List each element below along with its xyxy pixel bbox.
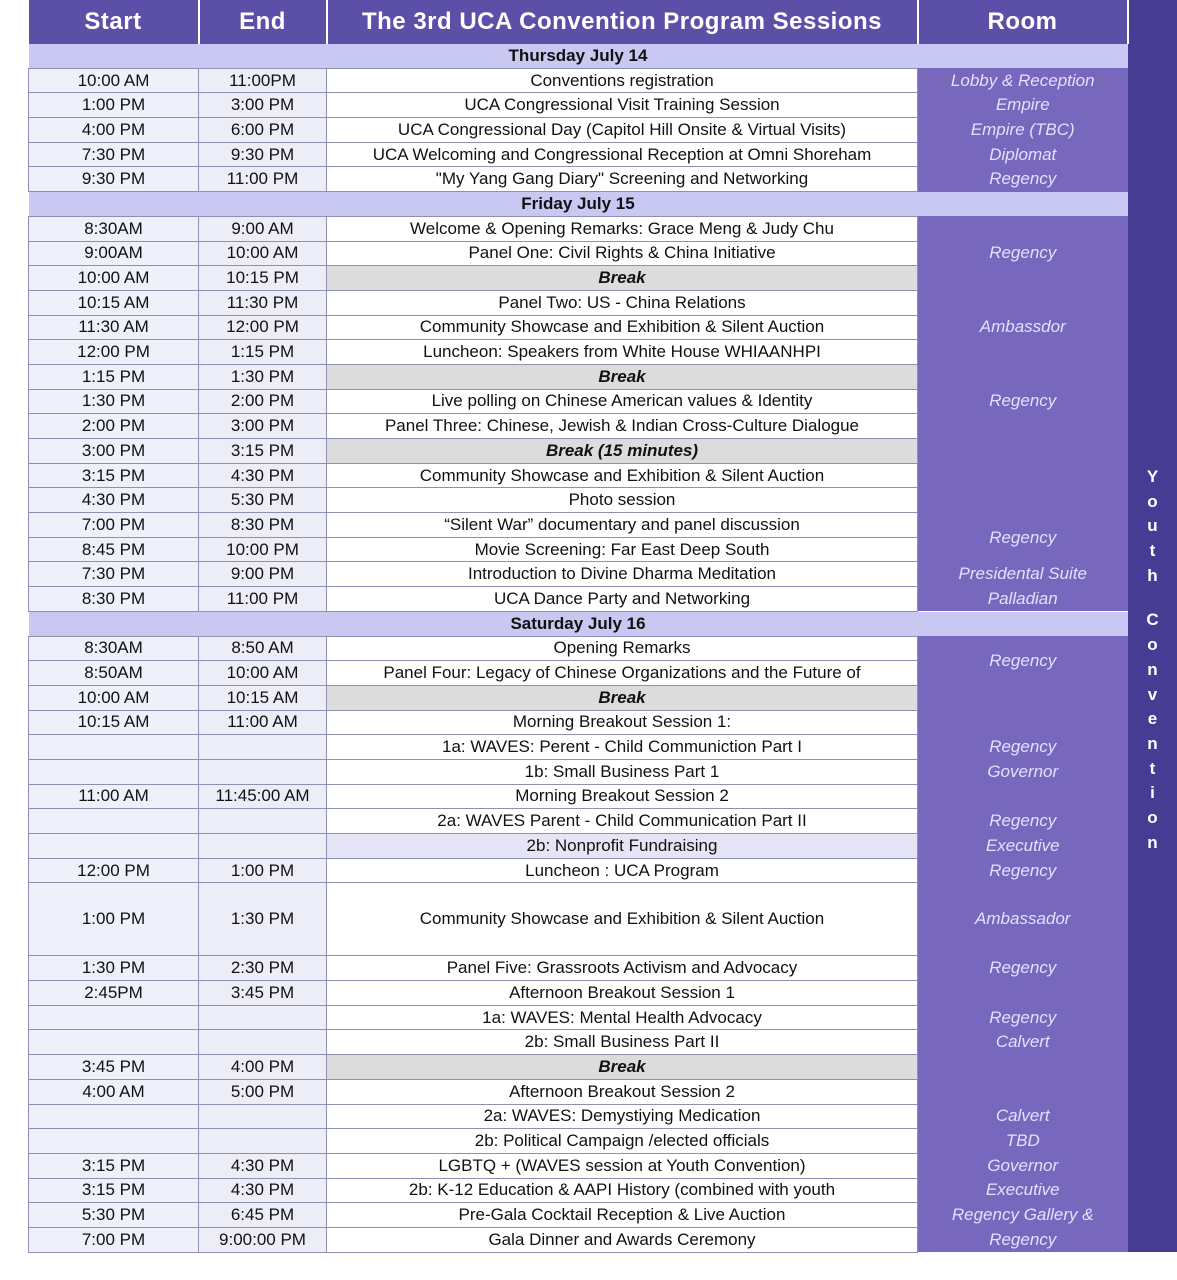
session-title: Photo session [327,488,918,513]
table-row [29,858,1177,883]
table-row [29,1005,1177,1030]
end-time [199,1005,327,1030]
session-title: Gala Dinner and Awards Ceremony [327,1227,918,1252]
start-time: 11:00 AM [29,784,199,809]
end-time: 12:00 PM [199,315,327,340]
day-label: Friday July 15 [29,192,1128,217]
break-label: Break (15 minutes) [327,439,918,464]
room: Regency [918,1005,1128,1030]
table-row [29,290,1177,315]
start-time: 4:30 PM [29,488,199,513]
session-title: UCA Congressional Visit Training Session [327,93,918,118]
table-row [29,439,1177,464]
end-time: 8:30 PM [199,513,327,538]
table-row [29,883,1177,956]
schedule-body [29,44,1177,1252]
room: Regency [918,636,1128,685]
session-title: 2b: Political Campaign /elected officials [327,1129,918,1154]
session-title: 2b: Nonprofit Fundraising [327,834,918,859]
room: Executive [918,1178,1128,1203]
room: Lobby & Reception [918,68,1128,93]
youth-letter: h [1147,565,1158,585]
youth-letter: o [1147,491,1158,511]
end-time: 3:00 PM [199,93,327,118]
day-label: Saturday July 16 [29,611,1128,636]
end-time: 2:30 PM [199,956,327,981]
start-time: 7:00 PM [29,513,199,538]
room: Regency [918,809,1128,834]
start-time: 1:00 PM [29,883,199,956]
room: Regency [918,216,1128,290]
room: Calvert [918,1104,1128,1129]
start-time [29,735,199,760]
end-time: 3:00 PM [199,414,327,439]
session-title: Afternoon Breakout Session 2 [327,1079,918,1104]
start-time: 7:00 PM [29,1227,199,1252]
sessions-column-header: The 3rd UCA Convention Program Sessions [327,0,918,44]
session-title: Pre-Gala Cocktail Reception & Live Auction [327,1203,918,1228]
start-time: 3:15 PM [29,1153,199,1178]
start-time: 8:45 PM [29,537,199,562]
start-time: 10:15 AM [29,710,199,735]
end-time [199,809,327,834]
room: Ambassdor [918,290,1128,364]
start-time: 1:00 PM [29,93,199,118]
room: Empire (TBC) [918,118,1128,143]
start-time: 5:30 PM [29,1203,199,1228]
end-time: 6:00 PM [199,118,327,143]
end-time: 4:30 PM [199,1178,327,1203]
session-title: UCA Dance Party and Networking [327,587,918,612]
start-column-header: Start [29,0,199,44]
session-title: Panel Three: Chinese, Jewish & Indian Cross-Culture Dialogue [327,414,918,439]
table-row [29,784,1177,809]
end-time: 8:50 AM [199,636,327,661]
end-time: 11:45:00 AM [199,784,327,809]
table-row [29,1055,1177,1080]
youth-letter: i [1150,783,1155,803]
break-label: Break [327,685,918,710]
start-time: 1:15 PM [29,364,199,389]
end-time: 10:00 PM [199,537,327,562]
room: Governor [918,759,1128,784]
room: Regency [918,439,1128,562]
break-label: Break [327,364,918,389]
day-header-friday [29,192,1177,217]
end-time: 11:00PM [199,68,327,93]
start-time: 3:15 PM [29,1178,199,1203]
start-time: 12:00 PM [29,340,199,365]
session-title: Luncheon: Speakers from White House WHIAANHPI [327,340,918,365]
end-time [199,1030,327,1055]
start-time: 1:30 PM [29,956,199,981]
session-title: Opening Remarks [327,636,918,661]
session-title: Panel Two: US - China Relations [327,290,918,315]
table-row [29,759,1177,784]
youth-letter: Y [1146,466,1159,486]
room: Regency [918,1227,1128,1252]
youth-letter: e [1147,709,1158,729]
end-time [199,735,327,760]
room [918,1055,1128,1080]
start-time: 10:00 AM [29,68,199,93]
session-title: Conventions registration [327,68,918,93]
table-row [29,93,1177,118]
end-time: 4:30 PM [199,1153,327,1178]
end-time: 10:00 AM [199,241,327,266]
end-time [199,834,327,859]
table-row [29,562,1177,587]
start-time: 9:00AM [29,241,199,266]
table-row [29,735,1177,760]
room: Regency [918,858,1128,883]
session-title: Live polling on Chinese American values & Identity [327,389,918,414]
session-title: “Silent War” documentary and panel discussion [327,513,918,538]
room: Governor [918,1153,1128,1178]
youth-letter: n [1147,659,1158,679]
end-column-header: End [199,0,327,44]
start-time [29,759,199,784]
youth-letter: n [1147,733,1158,753]
session-title: 2b: K-12 Education & AAPI History (combined with youth [327,1178,918,1203]
session-title: Movie Screening: Far East Deep South [327,537,918,562]
session-title: Panel Four: Legacy of Chinese Organizations and the Future of [327,661,918,686]
header-row [29,0,1177,44]
session-title: 2a: WAVES Parent - Child Communication Part II [327,809,918,834]
room: Calvert [918,1030,1128,1055]
table-row [29,1153,1177,1178]
day-label: Thursday July 14 [29,44,1128,68]
session-title: Community Showcase and Exhibition & Silent Auction [327,315,918,340]
start-time: 10:15 AM [29,290,199,315]
end-time: 6:45 PM [199,1203,327,1228]
room: Regency [918,167,1128,192]
session-title: UCA Welcoming and Congressional Reception at Omni Shoreham [327,142,918,167]
session-title: 1a: WAVES: Mental Health Advocacy [327,1005,918,1030]
room [918,710,1128,735]
start-time: 2:45PM [29,981,199,1006]
start-time [29,1129,199,1154]
room [918,685,1128,710]
start-time: 10:00 AM [29,685,199,710]
session-title: UCA Congressional Day (Capitol Hill Onsite & Virtual Visits) [327,118,918,143]
room: Presidental Suite [918,562,1128,587]
youth-gap [1128,588,1177,608]
day-header-thursday [29,44,1177,68]
table-row [29,142,1177,167]
table-row [29,118,1177,143]
end-time: 1:15 PM [199,340,327,365]
end-time [199,759,327,784]
youth-letter: t [1149,540,1156,560]
start-time [29,1030,199,1055]
program-schedule [28,0,1177,1253]
table-row [29,1079,1177,1104]
end-time: 3:45 PM [199,981,327,1006]
session-title: 1a: WAVES: Perent - Child Communiction Part I [327,735,918,760]
end-time: 5:00 PM [199,1079,327,1104]
session-title: Morning Breakout Session 1: [327,710,918,735]
end-time: 10:00 AM [199,661,327,686]
start-time: 10:00 AM [29,266,199,291]
session-title: Luncheon : UCA Program [327,858,918,883]
end-time [199,1129,327,1154]
youth-spacer [1128,44,1177,68]
table-row [29,216,1177,241]
end-time: 11:00 AM [199,710,327,735]
end-time: 3:15 PM [199,439,327,464]
table-row [29,68,1177,93]
session-title: Community Showcase and Exhibition & Silent Auction [327,883,918,956]
room: Palladian [918,587,1128,612]
start-time [29,1104,199,1129]
start-time: 12:00 PM [29,858,199,883]
room: Empire [918,93,1128,118]
room: Regency [918,735,1128,760]
room [918,1079,1128,1104]
end-time: 9:00 PM [199,562,327,587]
youth-column-header [1128,0,1177,44]
end-time: 11:00 PM [199,167,327,192]
end-time: 2:00 PM [199,389,327,414]
youth-letter: v [1147,684,1158,704]
start-time: 8:30 PM [29,587,199,612]
youth-convention-label [1128,68,1177,1252]
end-time: 1:30 PM [199,364,327,389]
start-time [29,834,199,859]
table-row [29,587,1177,612]
session-title: "My Yang Gang Diary" Screening and Networking [327,167,918,192]
end-time: 1:00 PM [199,858,327,883]
end-time: 9:00 AM [199,216,327,241]
table-row [29,956,1177,981]
break-label: Break [327,266,918,291]
room [918,784,1128,809]
session-title: Welcome & Opening Remarks: Grace Meng & Judy Chu [327,216,918,241]
start-time: 8:30AM [29,216,199,241]
end-time: 10:15 PM [199,266,327,291]
table-row [29,1129,1177,1154]
room: Regency [918,364,1128,438]
start-time: 9:30 PM [29,167,199,192]
table-row [29,167,1177,192]
table-row [29,710,1177,735]
end-time: 11:30 PM [199,290,327,315]
start-time: 4:00 AM [29,1079,199,1104]
session-title: 2a: WAVES: Demystiying Medication [327,1104,918,1129]
session-title: Panel Five: Grassroots Activism and Advocacy [327,956,918,981]
start-time [29,1005,199,1030]
end-time: 9:30 PM [199,142,327,167]
session-title: Community Showcase and Exhibition & Silent Auction [327,463,918,488]
end-time: 4:30 PM [199,463,327,488]
room: Regency [918,956,1128,981]
start-time: 3:15 PM [29,463,199,488]
start-time: 2:00 PM [29,414,199,439]
table-row [29,1203,1177,1228]
start-time: 1:30 PM [29,389,199,414]
start-time [29,809,199,834]
room: Diplomat [918,142,1128,167]
end-time: 1:30 PM [199,883,327,956]
session-title: Morning Breakout Session 2 [327,784,918,809]
room: TBD [918,1129,1128,1154]
table-row [29,364,1177,389]
end-time: 4:00 PM [199,1055,327,1080]
end-time: 11:00 PM [199,587,327,612]
session-title: 1b: Small Business Part 1 [327,759,918,784]
table-row [29,1227,1177,1252]
table-row [29,809,1177,834]
start-time: 3:45 PM [29,1055,199,1080]
start-time: 3:00 PM [29,439,199,464]
start-time: 11:30 AM [29,315,199,340]
room-column-header: Room [918,0,1128,44]
session-title: Panel One: Civil Rights & China Initiative [327,241,918,266]
youth-letter: t [1149,758,1156,778]
end-time: 9:00:00 PM [199,1227,327,1252]
session-title: Afternoon Breakout Session 1 [327,981,918,1006]
session-title: 2b: Small Business Part II [327,1030,918,1055]
end-time: 10:15 AM [199,685,327,710]
youth-letter: n [1147,832,1158,852]
start-time: 8:50AM [29,661,199,686]
table-row [29,834,1177,859]
start-time: 7:30 PM [29,562,199,587]
table-row [29,981,1177,1006]
room: Regency Gallery & [918,1203,1128,1228]
table-row [29,636,1177,661]
table-row [29,1030,1177,1055]
end-time: 5:30 PM [199,488,327,513]
session-title: Introduction to Divine Dharma Meditation [327,562,918,587]
start-time: 8:30AM [29,636,199,661]
table-row [29,1104,1177,1129]
start-time: 4:00 PM [29,118,199,143]
youth-letter: C [1146,610,1159,630]
room [918,981,1128,1006]
table-row [29,685,1177,710]
youth-letter: u [1147,516,1158,536]
end-time [199,1104,327,1129]
start-time: 7:30 PM [29,142,199,167]
day-header-saturday [29,611,1177,636]
room: Executive [918,834,1128,859]
youth-letter: o [1147,808,1158,828]
schedule-table [28,0,1177,1253]
room: Ambassador [918,883,1128,956]
table-row [29,1178,1177,1203]
youth-letter: o [1147,635,1158,655]
session-title: LGBTQ + (WAVES session at Youth Convention) [327,1153,918,1178]
break-label: Break [327,1055,918,1080]
